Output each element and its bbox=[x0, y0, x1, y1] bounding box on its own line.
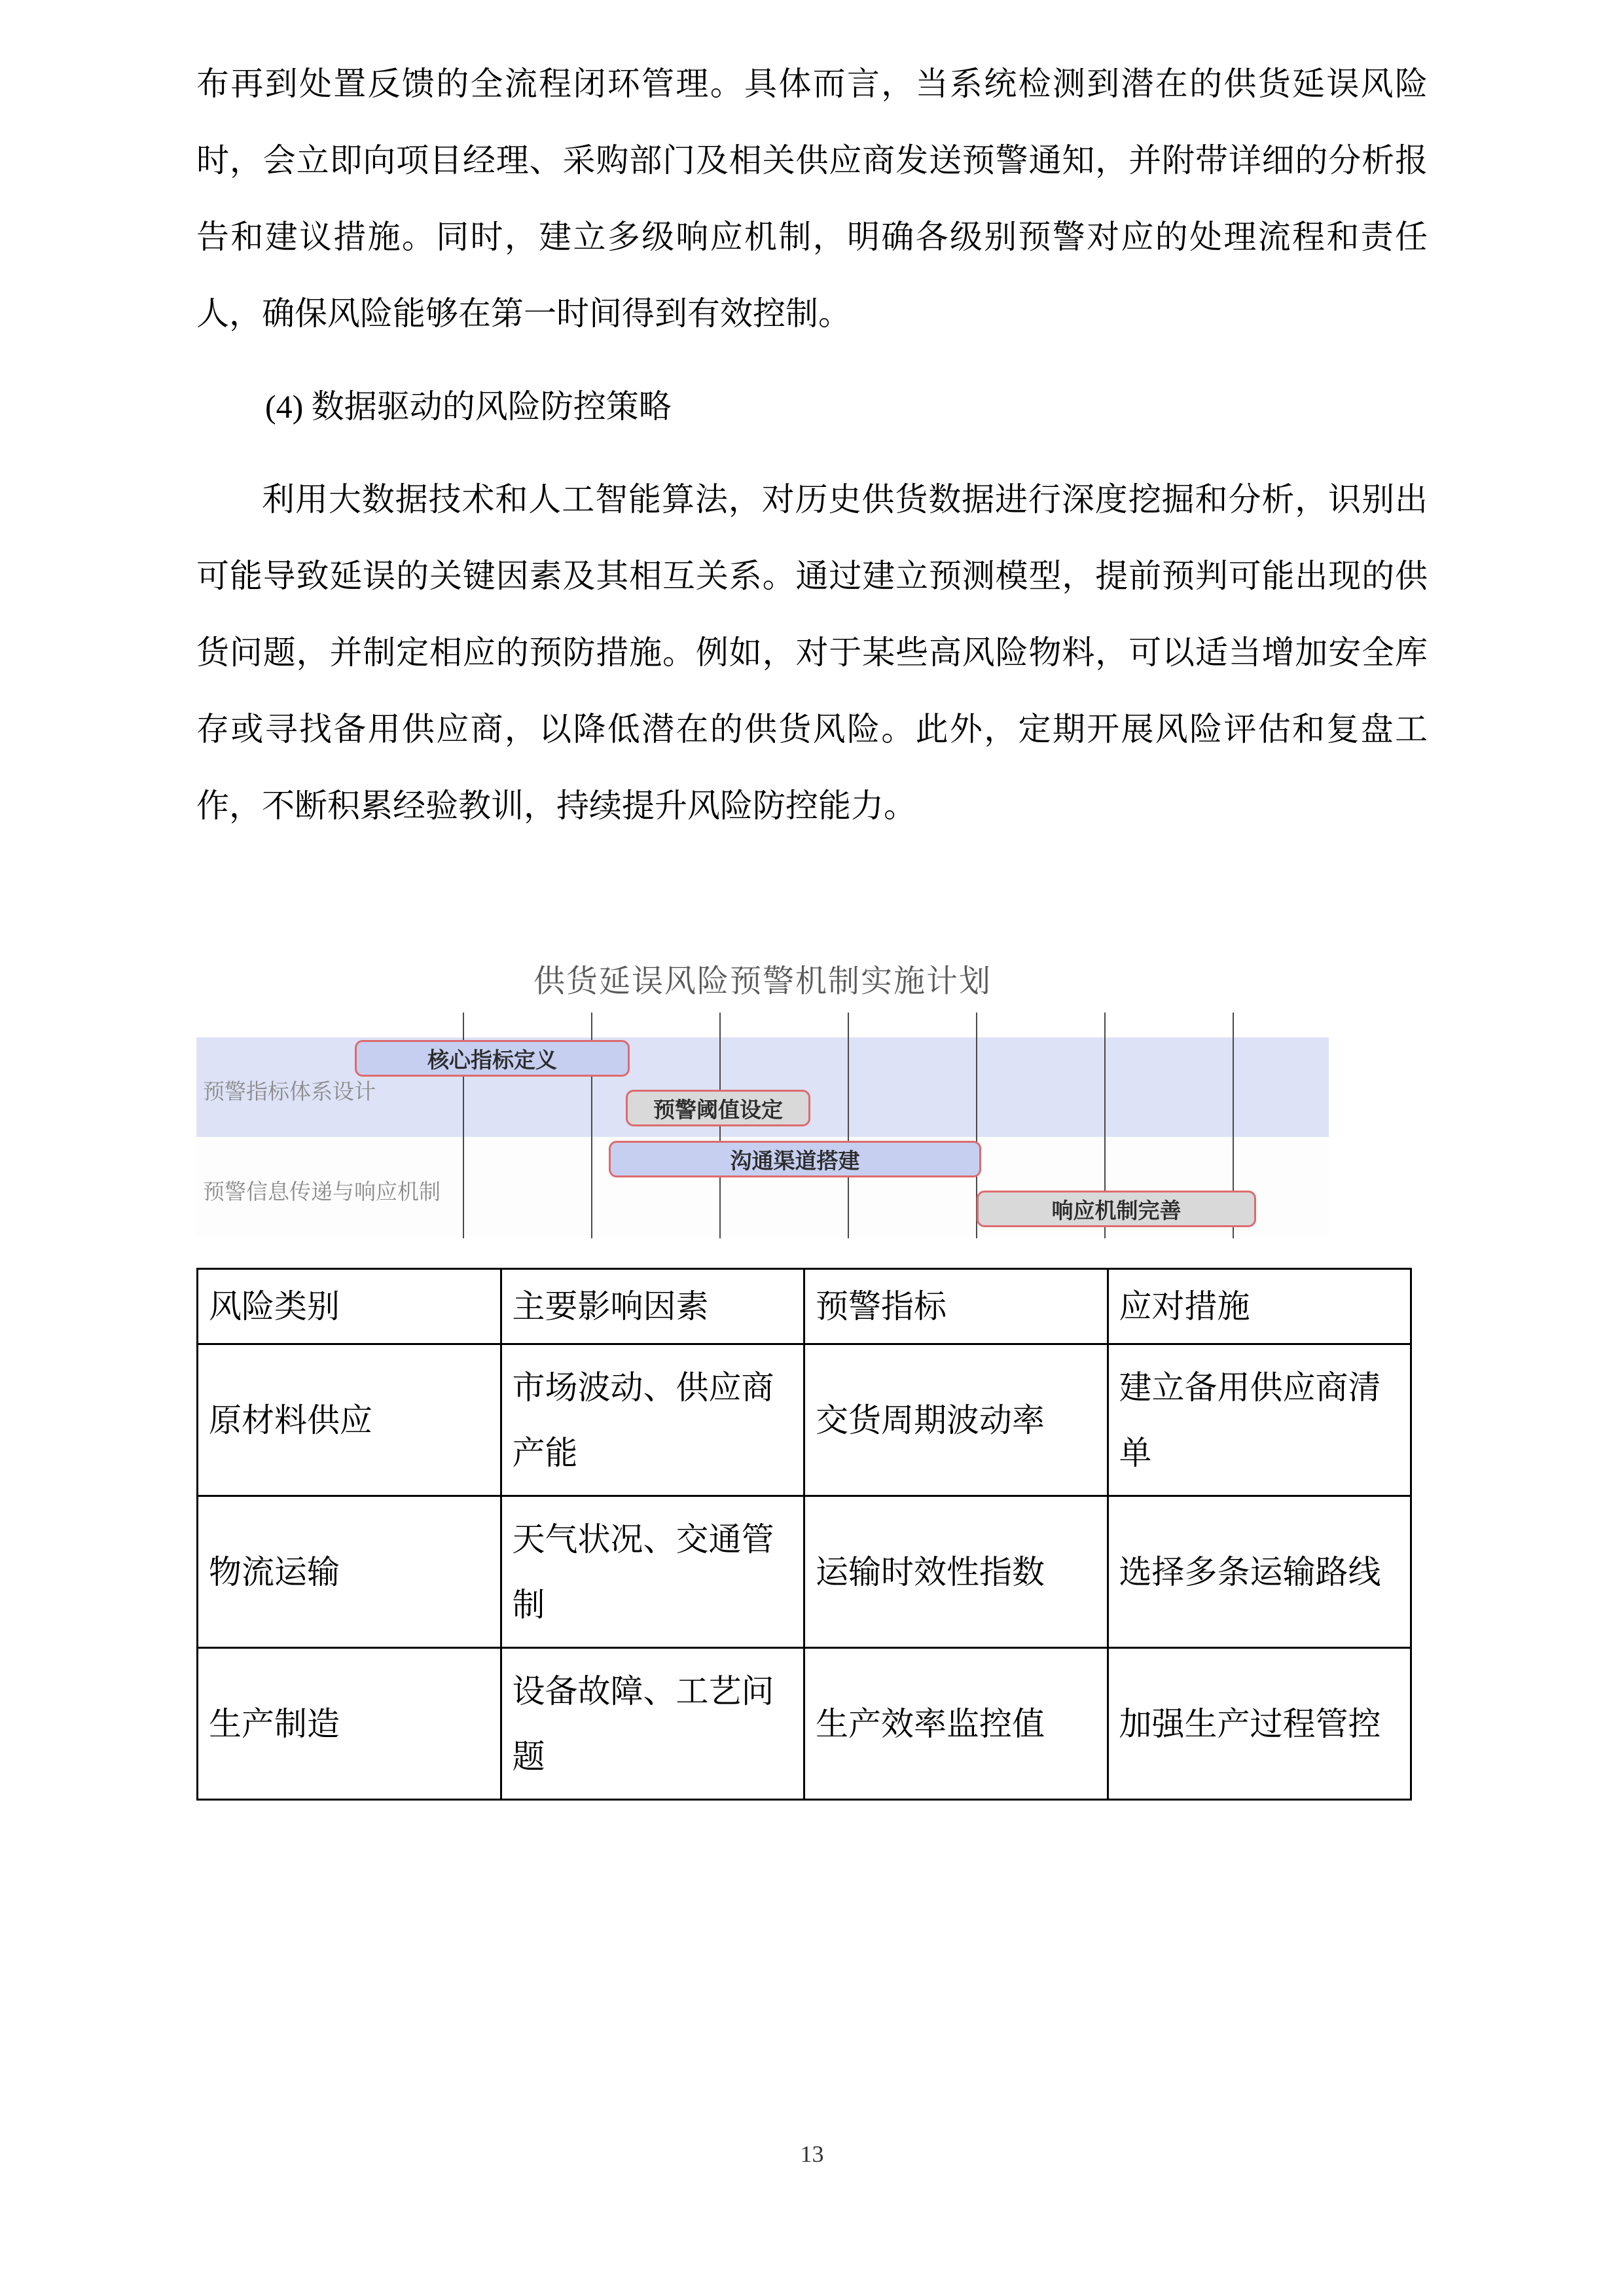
gantt-bar-core-indicator bbox=[355, 1040, 630, 1077]
gantt-bar-label: 预警阈值设定 bbox=[653, 1097, 783, 1122]
table-cell: 生产效率监控值 bbox=[804, 1648, 1108, 1800]
gantt-row-label-2: 预警信息传递与响应机制 bbox=[203, 1179, 441, 1204]
table-cell: 设备故障、工艺问题 bbox=[501, 1648, 804, 1800]
gantt-bar-response bbox=[977, 1191, 1256, 1227]
body-paragraph-2: 利用大数据技术和人工智能算法，对历史供货数据进行深度挖掘和分析，识别出可能导致延误的关键因素及其相互关系。通过建立预测模型，提前预判可能出现的供货问题，并制定相应的预防措施。例如，对于某些高风险物料，可以适当增加安全库存或寻找备用供应商，以降低潜在的供货风险。此外，定期开展风险评估和复盘工作，不断积累经验教训，持续提升风险防控能力。 bbox=[196, 481, 1428, 824]
body-paragraph-1: 布再到处置反馈的全流程闭环管理。具体而言，当系统检测到潜在的供货延误风险时，会立即向项目经理、采购部门及相关供应商发送预警通知，并附带详细的分析报告和建议措施。同时，建立多级响应机制，明确各级别预警对应的处理流程和责任人，确保风险能够在第一时间得到有效控制。 bbox=[196, 65, 1428, 332]
gantt-chart bbox=[196, 956, 1428, 1238]
section-heading-4: (4) 数据驱动的风险防控策略 bbox=[265, 388, 672, 425]
table-row bbox=[198, 1496, 1411, 1648]
table-cell: 加强生产过程管控 bbox=[1108, 1648, 1411, 1800]
page-number: 13 bbox=[800, 2141, 824, 2167]
gantt-plot-area bbox=[196, 1013, 1329, 1238]
risk-table bbox=[196, 1268, 1412, 1801]
table-cell: 市场波动、供应商产能 bbox=[501, 1344, 804, 1496]
risk-table-header-row bbox=[198, 1269, 1411, 1344]
gantt-bar-label: 响应机制完善 bbox=[1051, 1198, 1182, 1223]
gantt-row-label-1: 预警指标体系设计 bbox=[203, 1079, 376, 1103]
gantt-bar-label: 沟通渠道搭建 bbox=[730, 1148, 860, 1173]
table-cell: 交货周期波动率 bbox=[804, 1344, 1108, 1496]
table-cell: 生产制造 bbox=[198, 1648, 501, 1800]
table-row bbox=[198, 1344, 1411, 1496]
gantt-bar-label: 核心指标定义 bbox=[427, 1047, 557, 1072]
table-cell: 物流运输 bbox=[198, 1496, 501, 1648]
table-cell: 运输时效性指数 bbox=[804, 1496, 1108, 1648]
risk-table-header: 主要影响因素 bbox=[501, 1269, 804, 1344]
gantt-chart-title: 供货延误风险预警机制实施计划 bbox=[533, 964, 992, 999]
table-cell: 原材料供应 bbox=[198, 1344, 501, 1496]
table-row bbox=[198, 1648, 1411, 1800]
gantt-gridline bbox=[848, 1013, 849, 1238]
risk-table-header: 应对措施 bbox=[1108, 1269, 1411, 1344]
table-cell: 建立备用供应商清单 bbox=[1108, 1344, 1411, 1496]
gantt-bar-threshold bbox=[626, 1090, 810, 1126]
risk-table-header: 风险类别 bbox=[198, 1269, 501, 1344]
gantt-bar-communication bbox=[609, 1141, 981, 1177]
table-cell: 天气状况、交通管制 bbox=[501, 1496, 804, 1648]
risk-table-header: 预警指标 bbox=[804, 1269, 1108, 1344]
table-cell: 选择多条运输路线 bbox=[1108, 1496, 1411, 1648]
